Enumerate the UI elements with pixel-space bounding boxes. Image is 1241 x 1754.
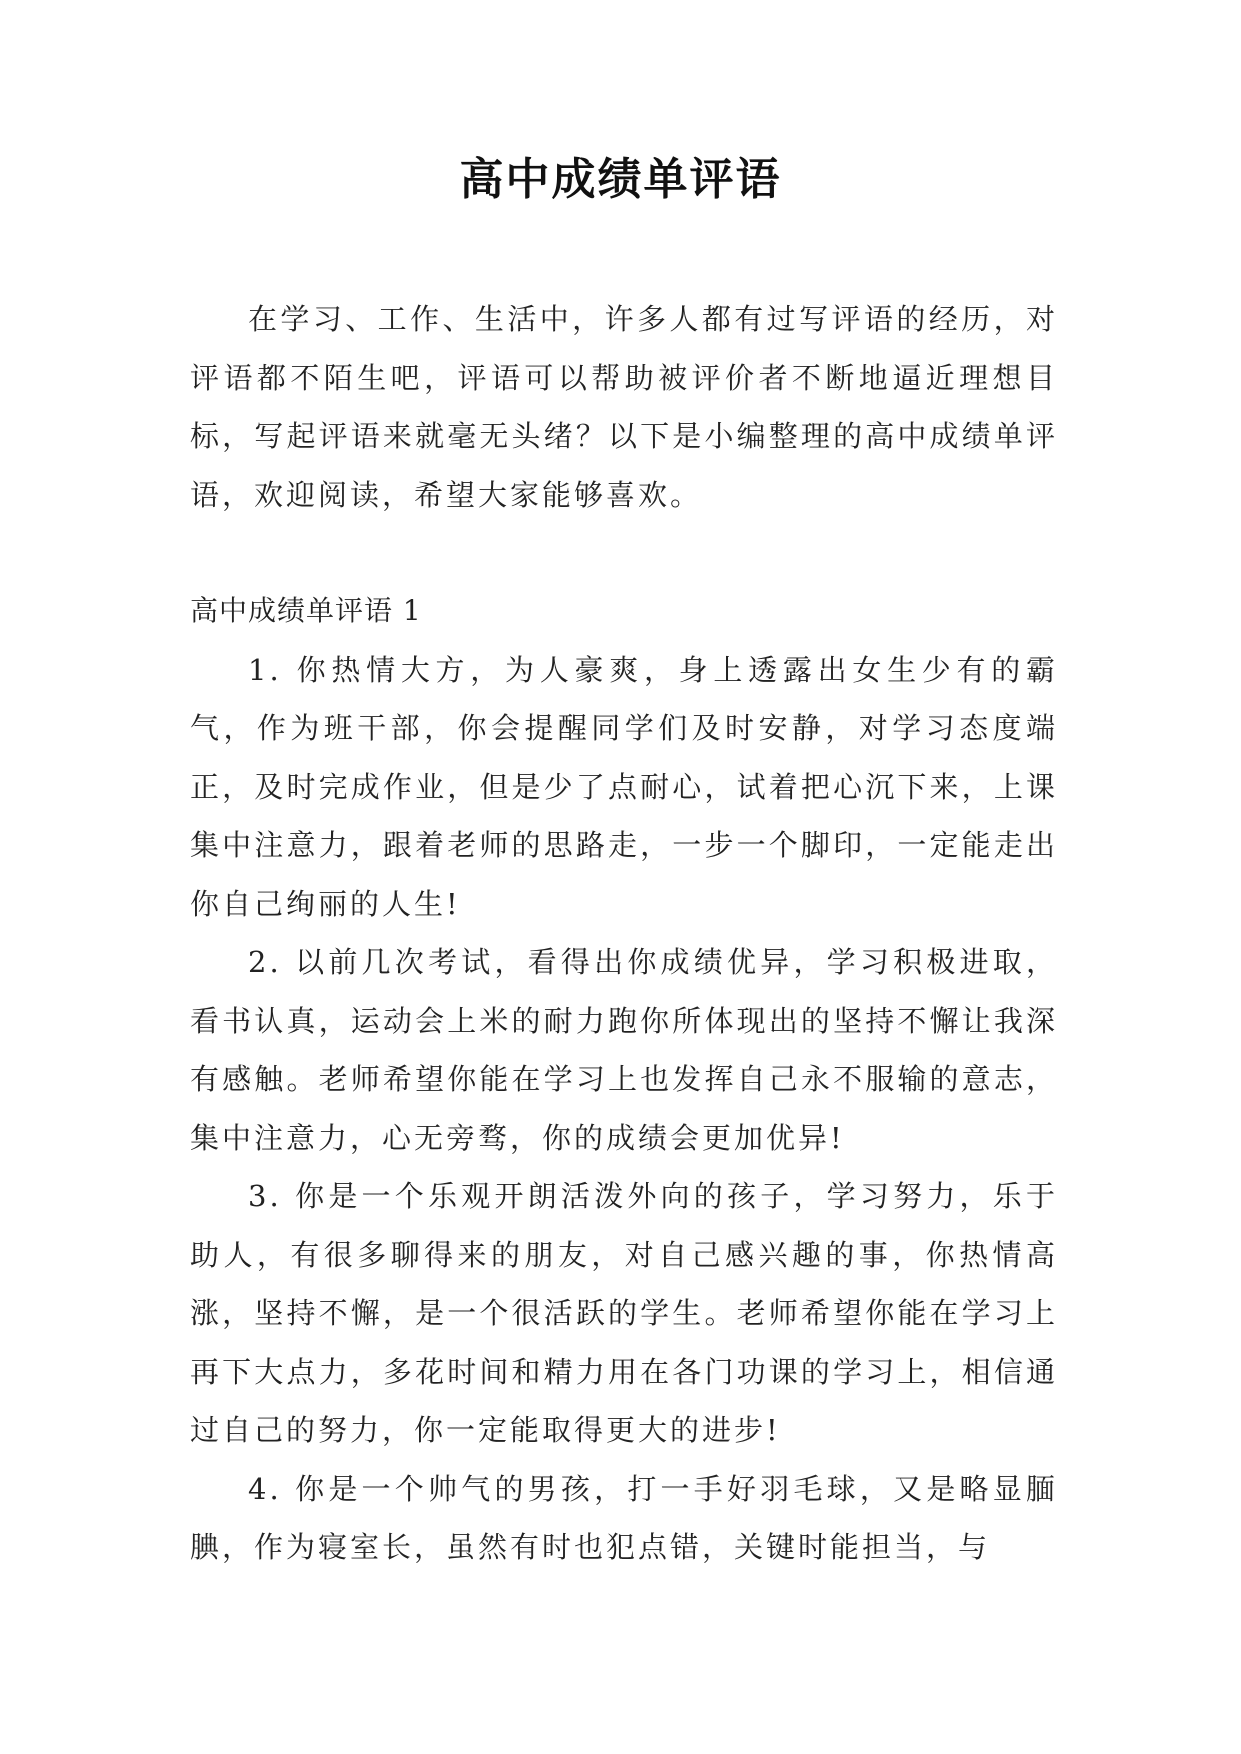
- intro-paragraph: 在学习、工作、生活中，许多人都有过写评语的经历，对评语都不陌生吧，评语可以帮助被评价者不断地逼近理想目标，写起评语来就毫无头绪？以下是小编整理的高中成绩单评语，欢迎阅读，希望大家能够喜欢。: [190, 302, 1058, 512]
- comment-item-1: 1. 你热情大方，为人豪爽，身上透露出女生少有的霸气，作为班干部，你会提醒同学们及时安静，对学习态度端正，及时完成作业，但是少了点耐心，试着把心沉下来，上课集中注意力，跟着老师的思路走，一步一个脚印，一定能走出你自己绚丽的人生!: [190, 652, 1058, 921]
- comment-item-4: 4. 你是一个帅气的男孩，打一手好羽毛球，又是略显腼腆，作为寝室长，虽然有时也犯点错，关键时能担当，与: [190, 1471, 1058, 1564]
- document-title: 高中成绩单评语: [459, 154, 782, 205]
- section-heading: 高中成绩单评语 1: [190, 594, 422, 627]
- comment-item-3: 3. 你是一个乐观开朗活泼外向的孩子，学习努力，乐于助人，有很多聊得来的朋友，对自己感兴趣的事，你热情高涨，坚持不懈，是一个很活跃的学生。老师希望你能在学习上再下大点力，多花时间和精力用在各门功课的学习上，相信通过自己的努力，你一定能取得更大的进步!: [190, 1179, 1058, 1447]
- document-body: [190, 290, 1058, 1577]
- comment-item-2: 2. 以前几次考试，看得出你成绩优异，学习积极进取，看书认真，运动会上米的耐力跑你所体现出的坚持不懈让我深有感触。老师希望你能在学习上也发挥自己永不服输的意志，集中注意力，心无旁骛，你的成绩会更加优异!: [190, 945, 1058, 1155]
